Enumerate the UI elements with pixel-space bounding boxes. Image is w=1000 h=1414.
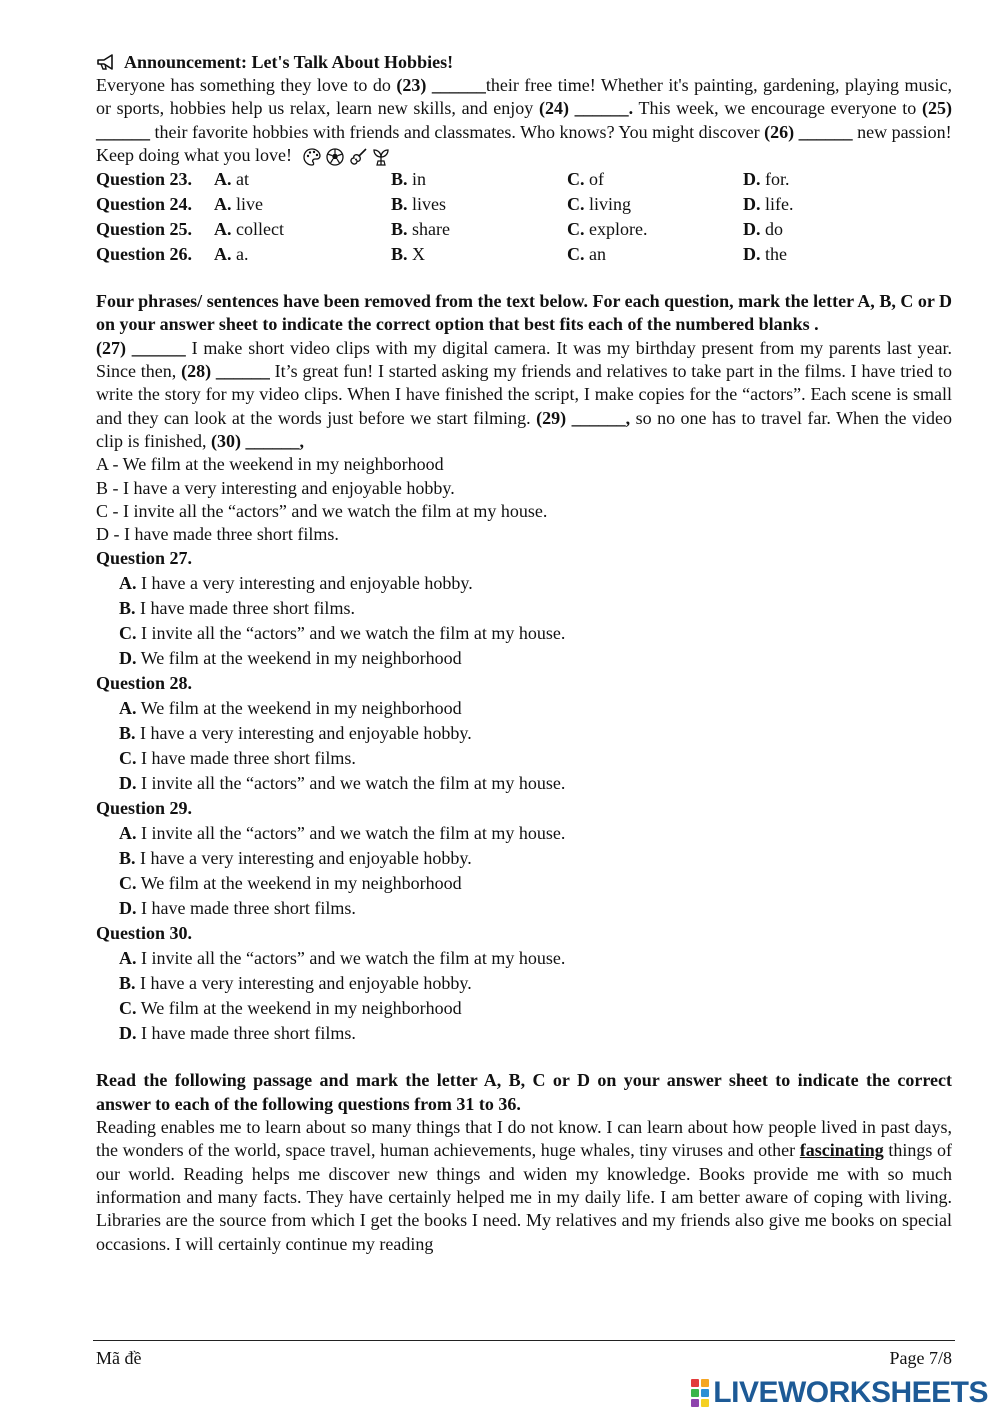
footer-code: Mã đề [96, 1348, 142, 1368]
question-28: Question 28. A. We film at the weekend in my neighborhood B. I have a very interesting and enjoyable hobby. C. I have made three short films. D. I invite all the “actors” and we watch the film at my house. [96, 671, 952, 796]
blank-24: (24) ______. [538, 98, 634, 119]
footer-divider [93, 1340, 955, 1341]
blank-29: (29) ______, [536, 407, 631, 428]
blank-27: (27) ______ [96, 337, 186, 358]
choice-c: C - I invite all the “actors” and we watch the film at my house. [96, 500, 548, 521]
document-page [96, 50, 952, 1256]
option[interactable]: B. I have made three short films. [119, 598, 355, 619]
choice-a: A - We film at the weekend in my neighborhood [96, 454, 444, 475]
question-23-row: Question 23. A. at B. in C. of D. for. [96, 169, 790, 190]
option[interactable]: C. I invite all the “actors” and we watch the film at my house. [119, 623, 566, 644]
section3-passage: Reading enables me to learn about so many things that I do not know. I can learn about how people lived in past days, the wonders of the world, space travel, human achievements, huge whales, tiny viruses and other fascinating things of our world. Reading helps me discover new things and widen my knowledge. Books provide me with so much information and many facts. They have certainly helped me in my daily life. I am better aware of coping with living. Libraries are the source from which I get the books I need. My relatives and my friends also give me books on special occasions. I will certainly continue my reading [96, 1117, 952, 1254]
plant-icon [371, 147, 391, 167]
option[interactable]: D. We film at the weekend in my neighborhood [119, 648, 462, 669]
question-27: Question 27. A. I have a very interesting and enjoyable hobby. B. I have made three short films. C. I invite all the “actors” and we watch the film at my house. D. We film at the weekend in my neighborhood [96, 546, 952, 671]
announcement-title-text: Announcement: Let's Talk About Hobbies! [124, 52, 454, 72]
blank-26: (26) ______ [764, 121, 853, 142]
option[interactable]: A. I invite all the “actors” and we watch the film at my house. [119, 823, 566, 844]
announcement-paragraph: Everyone has something they love to do (23) ______their free time! Whether it's painting, gardening, playing music, or sports, hobbies help us relax, learn new skills, and enjoy (24) ______. This week, we encourage everyone to (25) ______ their favorite hobbies with friends and classmates. Who knows? You might discover (26) ______ new passion! [96, 75, 952, 142]
option[interactable]: D. I invite all the “actors” and we watch the film at my house. [119, 773, 566, 794]
option[interactable]: B. I have a very interesting and enjoyable hobby. [119, 848, 472, 869]
section2-passage: (27) ______ I make short video clips with my digital camera. It was my birthday present from my parents last year. Since then, (28) ______ It’s great fun! I started asking my friends and relatives to take part in the films. I have tried to write the story for my video clips. When I have finished the script, I make copies for the “actors”. Each scene is small and they can look at the words just before we start filming. (29) ______, so no one has to travel far. When the video clip is finished, (30) ______, [96, 337, 952, 451]
liveworksheets-logo[interactable] [691, 1376, 988, 1410]
choice-d: D - I have made three short films. [96, 524, 339, 545]
option[interactable]: B. I have a very interesting and enjoyable hobby. [119, 723, 472, 744]
option[interactable]: D. I have made three short films. [119, 1023, 356, 1044]
megaphone-icon [96, 54, 118, 70]
soccer-ball-icon [325, 147, 345, 167]
blank-23: (23) ______ [396, 75, 486, 95]
option[interactable]: A. I have a very interesting and enjoyable hobby. [119, 573, 473, 594]
blank-30: (30) ______, [211, 430, 304, 451]
question-30: Question 30. A. I invite all the “actors” and we watch the film at my house. B. I have a very interesting and enjoyable hobby. C. We film at the weekend in my neighborhood D. I have made three short films. [96, 921, 952, 1046]
option[interactable]: A. I invite all the “actors” and we watch the film at my house. [119, 948, 566, 969]
blank-25: (25) ______ [96, 98, 952, 142]
announcement-title [96, 50, 952, 74]
guitar-icon [348, 147, 368, 167]
option[interactable]: D. I have made three short films. [119, 898, 356, 919]
blank-28: (28) ______ [181, 361, 270, 382]
question-24-row: Question 24. A. live B. lives C. living D. life. [96, 194, 794, 215]
option[interactable]: A. We film at the weekend in my neighborhood [119, 698, 462, 719]
section3-instruction: Read the following passage and mark the letter A, B, C or D on your answer sheet to indicate the correct answer to each of the following questions from 31 to 36. [96, 1070, 952, 1114]
question-29: Question 29. A. I invite all the “actors” and we watch the film at my house. B. I have a very interesting and enjoyable hobby. C. We film at the weekend in my neighborhood D. I have made three short films. [96, 796, 952, 921]
mcq-block [96, 167, 952, 267]
section2-instruction: Four phrases/ sentences have been removed from the text below. For each question, mark the letter A, B, C or D on your answer sheet to indicate the correct option that best fits each of the numbered blanks . [96, 291, 952, 335]
palette-icon [302, 147, 322, 167]
option[interactable]: C. We film at the weekend in my neighborhood [119, 873, 462, 894]
question-25-row: Question 25. A. collect B. share C. explore. D. do [96, 219, 783, 240]
page-number: Page 7/8 [889, 1348, 952, 1368]
liveworksheets-logo-icon [691, 1379, 709, 1407]
liveworksheets-logo-text: LIVEWORKSHEETS [713, 1376, 988, 1409]
option[interactable]: C. We film at the weekend in my neighborhood [119, 998, 462, 1019]
choice-b: B - I have a very interesting and enjoyable hobby. [96, 477, 455, 498]
question-26-row: Question 26. A. a. B. X C. an D. the [96, 244, 787, 265]
option[interactable]: B. I have a very interesting and enjoyable hobby. [119, 973, 472, 994]
keep-line: Keep doing what you love! [96, 144, 952, 167]
highlighted-word: fascinating [799, 1140, 884, 1161]
option[interactable]: C. I have made three short films. [119, 748, 356, 769]
